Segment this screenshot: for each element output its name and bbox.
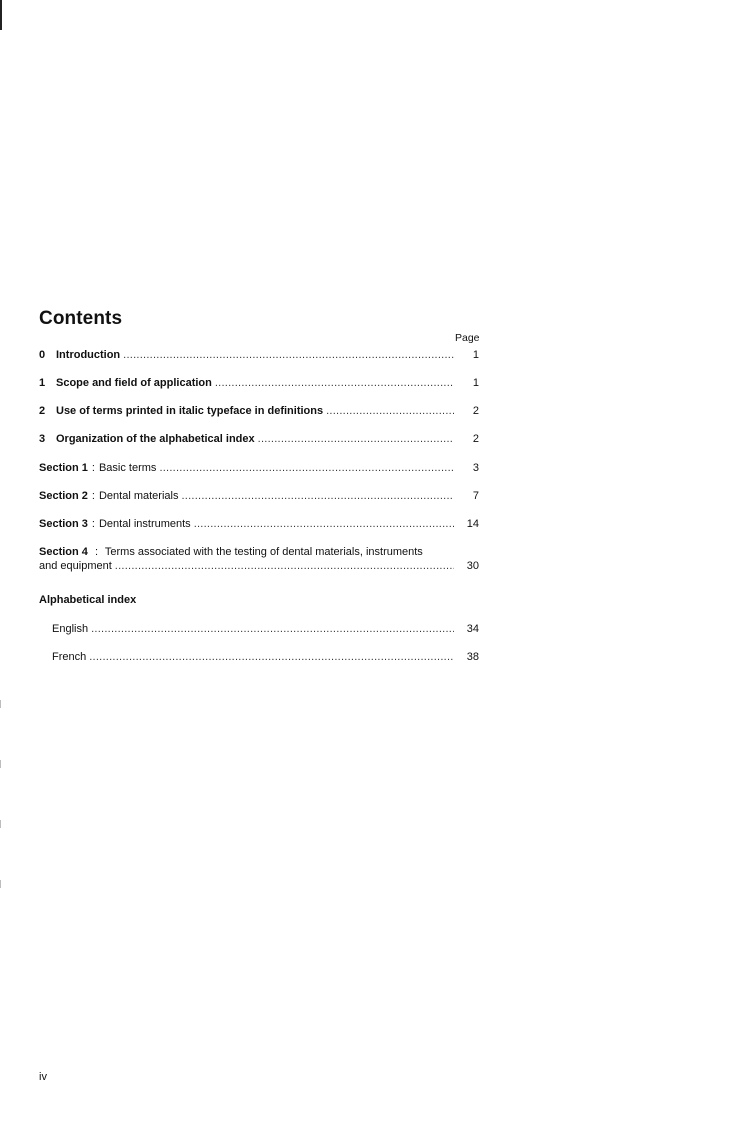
contents-title: Contents (39, 308, 123, 329)
dot-leader (159, 461, 454, 475)
clause-number: 1 (39, 377, 46, 389)
section-title-line-1: Terms associated with the testing of dental materials, instruments (104, 546, 423, 558)
page-number: 2 (472, 433, 479, 445)
dot-leader (215, 376, 454, 390)
clause-label: Use of terms printed in italic typeface in definitions (56, 405, 324, 417)
clause-number: 3 (39, 433, 46, 445)
toc-entry-index-organization[interactable] (39, 432, 479, 446)
dot-leader (258, 432, 454, 446)
toc-entry-section-1[interactable] (39, 461, 479, 475)
section-title: Basic terms (98, 462, 157, 474)
page-number: 38 (466, 651, 479, 663)
section-separator: : (91, 518, 95, 530)
clause-number: 0 (39, 349, 46, 361)
page-number: 1 (472, 377, 479, 389)
scan-speck (0, 880, 1, 888)
index-label: French (52, 651, 87, 663)
section-separator: : (91, 490, 95, 502)
section-prefix: Section 2 (39, 490, 88, 502)
section-prefix: Section 1 (39, 462, 88, 474)
scan-speck (0, 820, 1, 828)
toc-entry-section-2[interactable] (39, 489, 479, 503)
toc-entry-section-4[interactable] (39, 545, 479, 573)
page-column-header: Page (455, 332, 480, 344)
section-prefix: Section 4 (39, 546, 88, 558)
dot-leader (194, 517, 454, 531)
scan-edge-mark (0, 0, 3, 30)
index-label: English (52, 623, 89, 635)
clause-label: Introduction (56, 349, 121, 361)
toc-entry-index-english[interactable] (52, 622, 479, 636)
section-separator: : (94, 546, 99, 558)
toc-entry-index-french[interactable] (52, 650, 479, 664)
alphabetical-index-heading: Alphabetical index (39, 594, 137, 606)
page-number: 7 (472, 490, 479, 502)
dot-leader (91, 622, 454, 636)
scan-speck (0, 760, 1, 768)
toc-entry-italic-terms[interactable] (39, 404, 479, 418)
dot-leader (115, 559, 454, 573)
toc-entry-scope[interactable] (39, 376, 479, 390)
section-separator: : (91, 462, 95, 474)
page-number: 3 (472, 462, 479, 474)
page-number: 2 (472, 405, 479, 417)
section-title: Dental instruments (98, 518, 191, 530)
scan-speck (0, 700, 1, 708)
page-number: 1 (472, 349, 479, 361)
section-prefix: Section 3 (39, 518, 88, 530)
section-title-line-2: and equipment (39, 560, 112, 572)
toc-entry-section-3[interactable] (39, 517, 479, 531)
page-number: 14 (466, 518, 479, 530)
clause-number: 2 (39, 405, 46, 417)
clause-label: Scope and field of application (56, 377, 212, 389)
dot-leader (123, 348, 454, 362)
clause-label: Organization of the alphabetical index (56, 433, 255, 445)
toc-entry-introduction[interactable] (39, 348, 479, 362)
dot-leader (181, 489, 454, 503)
page-folio: iv (39, 1071, 47, 1083)
dot-leader (326, 404, 454, 418)
page-number: 34 (466, 623, 479, 635)
section-title: Dental materials (98, 490, 179, 502)
dot-leader (89, 650, 454, 664)
page-number: 30 (466, 560, 479, 572)
